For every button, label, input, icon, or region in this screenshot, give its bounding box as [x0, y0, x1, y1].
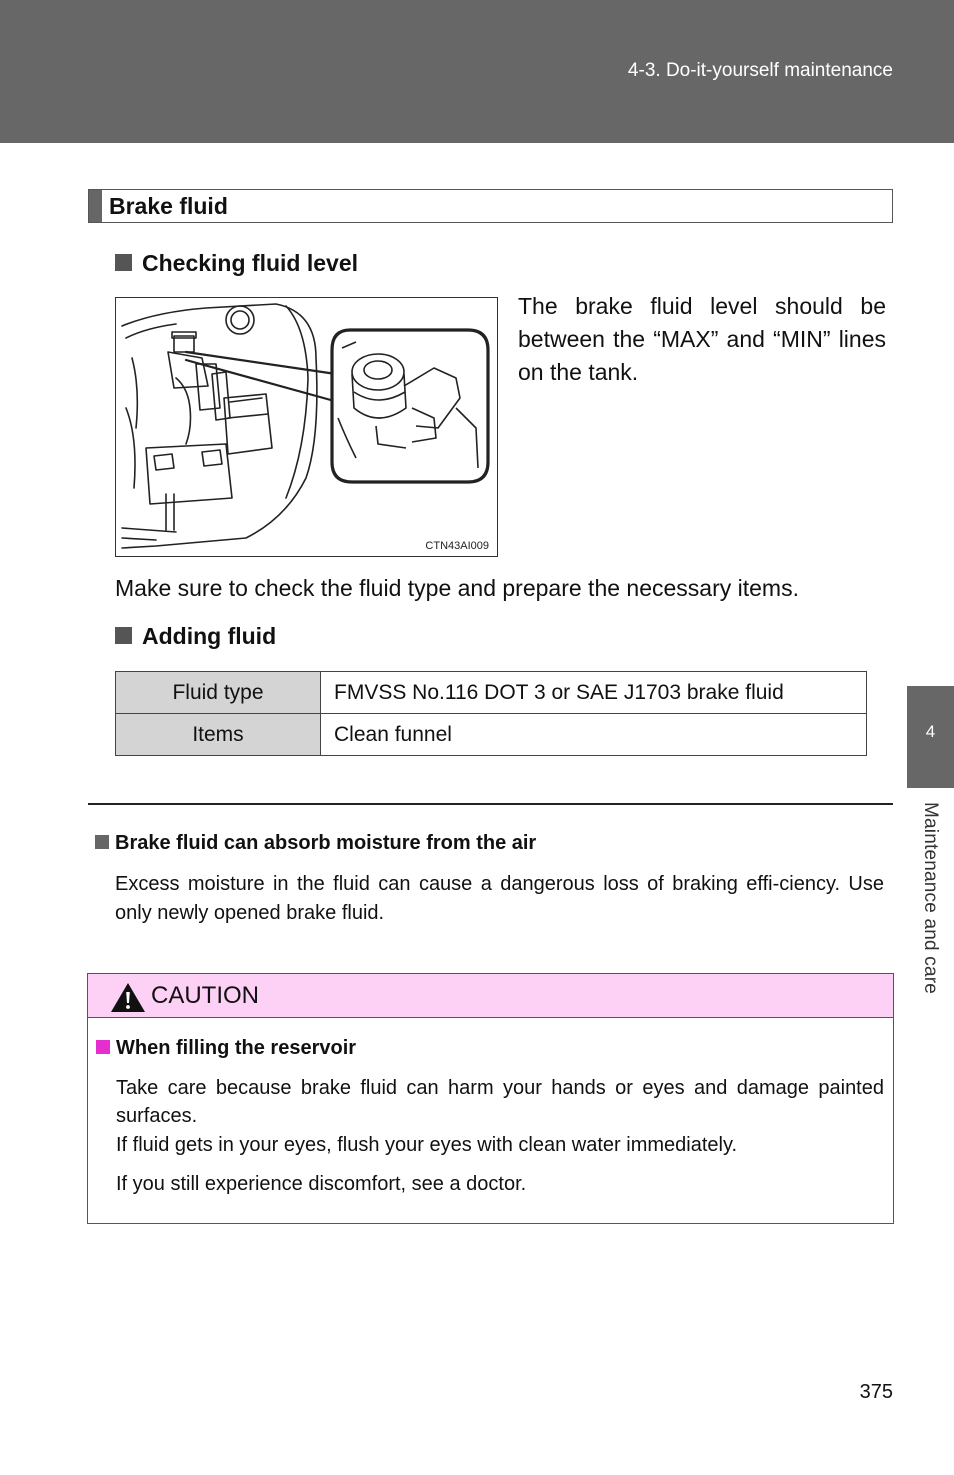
caution-paragraph: If you still experience discomfort, see a doctor.	[116, 1173, 527, 1195]
table-row-value: FMVSS No.116 DOT 3 or SAE J1703 brake fluid	[321, 672, 867, 714]
caution-title: CAUTION	[151, 982, 259, 1009]
fluid-requirements-table	[115, 671, 867, 756]
adding-heading	[115, 623, 276, 650]
caution-item-heading	[96, 1037, 356, 1060]
warning-triangle-icon	[110, 982, 146, 1013]
running-head: 4-3. Do-it-yourself maintenance	[627, 60, 893, 81]
chapter-number: 4	[925, 722, 936, 741]
moisture-note-body: Excess moisture in the fluid can cause a dangerous loss of braking effi-ciency. Use only newly opened brake fluid.	[115, 873, 884, 924]
moisture-note-heading	[95, 832, 536, 855]
caution-header	[88, 974, 893, 1018]
fluid-check-instruction: Make sure to check the fluid type and prepare the necessary items.	[115, 575, 799, 601]
chapter-label: Maintenance and care	[920, 802, 941, 995]
moisture-note-heading-text: Brake fluid can absorb moisture from the air	[115, 832, 537, 854]
checking-heading-text: Checking fluid level	[142, 250, 358, 276]
checking-heading	[115, 250, 358, 277]
table-row-value: Clean funnel	[321, 714, 867, 756]
table-row	[116, 672, 867, 714]
section-title: Brake fluid	[109, 193, 228, 219]
section-bar-accent	[89, 190, 102, 222]
chapter-tab[interactable]	[907, 686, 954, 788]
engine-bay-drawing	[116, 298, 497, 556]
brake-fluid-reservoir-illustration	[115, 297, 498, 557]
table-row-label: Fluid type	[116, 672, 321, 714]
section-divider	[88, 803, 893, 805]
page-number: 375	[859, 1381, 893, 1403]
header-band	[0, 0, 954, 143]
caution-item-heading-text: When filling the reservoir	[116, 1037, 357, 1059]
adding-heading-text: Adding fluid	[142, 623, 277, 649]
caution-paragraph: If fluid gets in your eyes, flush your eyes with clean water immediately.	[116, 1134, 738, 1156]
caution-paragraph: Take care because brake fluid can harm your hands or eyes and damage painted surfaces.	[116, 1077, 884, 1127]
square-bullet-icon	[115, 627, 132, 644]
fluid-level-description: The brake fluid level should be between the “MAX” and “MIN” lines on the tank.	[518, 293, 886, 385]
section-title-bar	[88, 189, 893, 223]
table-row	[116, 714, 867, 756]
figure-code: CTN43AI009	[425, 540, 489, 552]
square-bullet-icon	[95, 835, 109, 849]
square-bullet-icon	[115, 254, 132, 271]
table-row-label: Items	[116, 714, 321, 756]
caution-box	[87, 973, 894, 1224]
square-bullet-icon	[96, 1040, 110, 1054]
